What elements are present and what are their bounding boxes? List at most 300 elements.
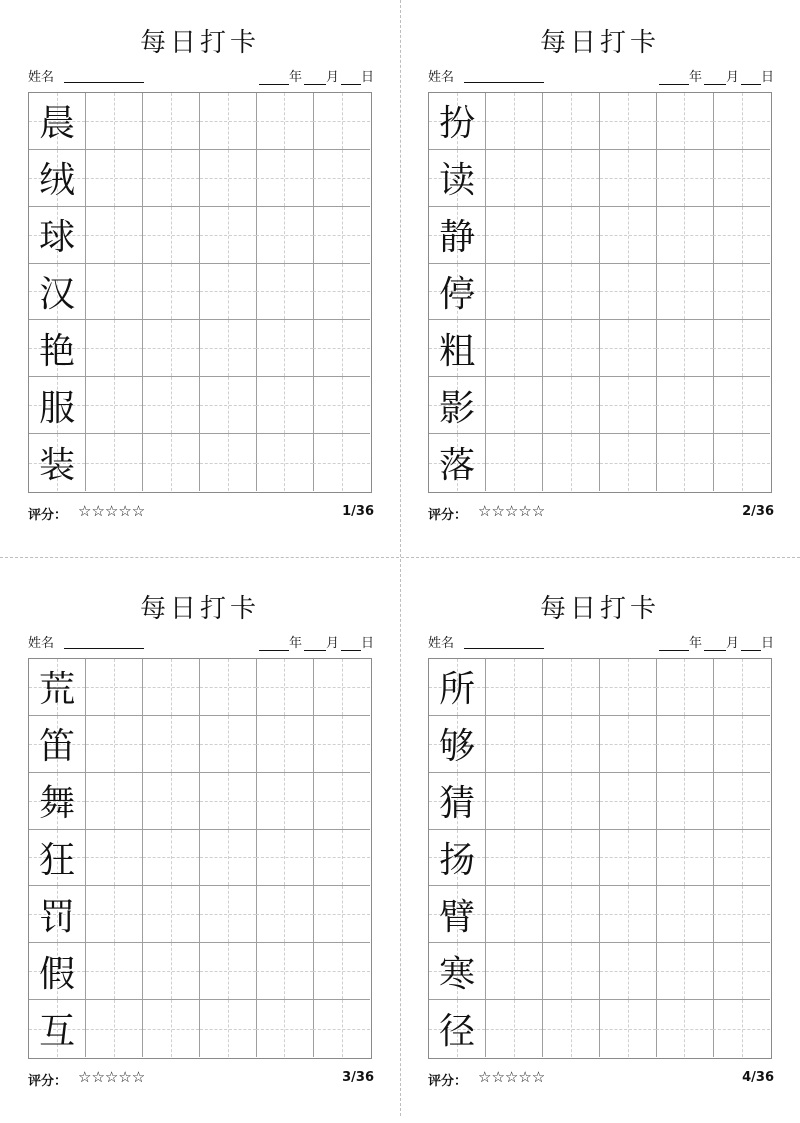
model-char-cell bbox=[429, 93, 486, 150]
practice-cell[interactable] bbox=[256, 886, 313, 943]
practice-cell[interactable] bbox=[656, 93, 713, 150]
tianzige-grid bbox=[28, 92, 372, 493]
practice-cell[interactable] bbox=[600, 150, 657, 207]
month-blank[interactable] bbox=[304, 70, 326, 85]
guide-line bbox=[656, 178, 712, 179]
practice-cell[interactable] bbox=[543, 773, 600, 830]
year-blank[interactable] bbox=[659, 636, 689, 651]
practice-cell[interactable] bbox=[86, 943, 143, 1000]
rating-stars[interactable]: ☆☆☆☆☆ bbox=[478, 1068, 546, 1086]
practice-cell[interactable] bbox=[143, 659, 200, 716]
practice-cell[interactable] bbox=[143, 93, 200, 150]
practice-cell[interactable] bbox=[713, 150, 770, 207]
practice-cell[interactable] bbox=[86, 773, 143, 830]
name-blank[interactable] bbox=[64, 82, 144, 83]
guide-line bbox=[713, 348, 770, 349]
month-label: 月 bbox=[325, 70, 339, 85]
practice-cell[interactable] bbox=[143, 716, 200, 773]
practice-cell[interactable] bbox=[256, 264, 313, 321]
practice-cell[interactable] bbox=[200, 207, 257, 264]
guide-line bbox=[200, 235, 256, 236]
tianzige-grid bbox=[28, 658, 372, 1059]
practice-cell[interactable] bbox=[600, 943, 657, 1000]
guide-line bbox=[143, 121, 199, 122]
model-character: 假 bbox=[39, 953, 76, 995]
model-character: 互 bbox=[39, 1011, 76, 1053]
sheet-title: 每日打卡 bbox=[539, 594, 660, 624]
practice-cell[interactable] bbox=[543, 830, 600, 887]
guide-line bbox=[656, 291, 712, 292]
practice-sheet bbox=[400, 0, 800, 557]
guide-line bbox=[256, 235, 312, 236]
practice-cell[interactable] bbox=[656, 830, 713, 887]
practice-cell[interactable] bbox=[713, 659, 770, 716]
grid-row bbox=[429, 1000, 771, 1057]
guide-line bbox=[486, 971, 542, 972]
practice-cell[interactable] bbox=[200, 150, 257, 207]
practice-cell[interactable] bbox=[256, 150, 313, 207]
tianzige-grid bbox=[428, 658, 772, 1059]
model-char-cell bbox=[29, 659, 86, 716]
guide-line bbox=[256, 971, 312, 972]
practice-cell[interactable] bbox=[543, 1000, 600, 1057]
grid-row bbox=[429, 264, 771, 321]
guide-line bbox=[656, 1029, 712, 1030]
model-character: 径 bbox=[439, 1011, 476, 1053]
guide-line bbox=[200, 405, 256, 406]
practice-cell[interactable] bbox=[143, 886, 200, 943]
guide-line bbox=[256, 463, 312, 464]
grid-row bbox=[429, 943, 771, 1000]
practice-cell[interactable] bbox=[600, 320, 657, 377]
grid-row bbox=[429, 207, 771, 264]
practice-cell[interactable] bbox=[256, 1000, 313, 1057]
practice-cell[interactable] bbox=[313, 716, 370, 773]
practice-cell[interactable] bbox=[486, 773, 543, 830]
guide-line bbox=[713, 121, 770, 122]
month-blank[interactable] bbox=[704, 70, 726, 85]
practice-cell[interactable] bbox=[543, 320, 600, 377]
practice-cell[interactable] bbox=[486, 207, 543, 264]
month-label: 月 bbox=[325, 636, 339, 651]
practice-cell[interactable] bbox=[713, 264, 770, 321]
name-date-row bbox=[28, 66, 374, 86]
model-character: 粗 bbox=[439, 330, 476, 372]
grid-row bbox=[429, 716, 771, 773]
practice-cell[interactable] bbox=[200, 830, 257, 887]
model-char-cell bbox=[429, 150, 486, 207]
sheet-footer bbox=[28, 1070, 374, 1090]
practice-cell[interactable] bbox=[600, 659, 657, 716]
guide-line bbox=[486, 1029, 542, 1030]
practice-cell[interactable] bbox=[143, 207, 200, 264]
practice-cell[interactable] bbox=[713, 434, 770, 491]
sheet-title: 每日打卡 bbox=[539, 28, 660, 58]
grid-row bbox=[29, 320, 371, 377]
model-character: 狂 bbox=[39, 839, 76, 881]
practice-cell[interactable] bbox=[256, 93, 313, 150]
practice-cell[interactable] bbox=[143, 943, 200, 1000]
practice-cell[interactable] bbox=[600, 377, 657, 434]
guide-line bbox=[200, 857, 256, 858]
practice-cell[interactable] bbox=[313, 377, 370, 434]
practice-cell[interactable] bbox=[313, 1000, 370, 1057]
practice-cell[interactable] bbox=[200, 434, 257, 491]
guide-line bbox=[543, 348, 599, 349]
guide-line bbox=[86, 914, 142, 915]
guide-line bbox=[543, 405, 599, 406]
practice-cell[interactable] bbox=[543, 716, 600, 773]
practice-cell[interactable] bbox=[600, 716, 657, 773]
guide-line bbox=[86, 405, 142, 406]
practice-cell[interactable] bbox=[256, 659, 313, 716]
model-character: 影 bbox=[439, 387, 476, 429]
practice-cell[interactable] bbox=[200, 1000, 257, 1057]
model-char-cell bbox=[429, 207, 486, 264]
date-field bbox=[659, 632, 774, 651]
practice-cell[interactable] bbox=[543, 264, 600, 321]
practice-cell[interactable] bbox=[600, 773, 657, 830]
practice-cell[interactable] bbox=[543, 207, 600, 264]
practice-cell[interactable] bbox=[313, 659, 370, 716]
practice-cell[interactable] bbox=[543, 943, 600, 1000]
guide-line bbox=[543, 178, 599, 179]
grid-row bbox=[29, 150, 371, 207]
practice-cell[interactable] bbox=[86, 830, 143, 887]
practice-cell[interactable] bbox=[486, 1000, 543, 1057]
practice-cell[interactable] bbox=[86, 264, 143, 321]
guide-line bbox=[656, 914, 712, 915]
practice-cell[interactable] bbox=[656, 264, 713, 321]
practice-cell[interactable] bbox=[256, 320, 313, 377]
practice-cell[interactable] bbox=[313, 264, 370, 321]
practice-cell[interactable] bbox=[486, 830, 543, 887]
guide-line bbox=[256, 121, 312, 122]
score-label: 评分： bbox=[28, 1074, 68, 1089]
practice-cell[interactable] bbox=[200, 377, 257, 434]
guide-line bbox=[543, 971, 599, 972]
practice-cell[interactable] bbox=[486, 886, 543, 943]
guide-line bbox=[86, 971, 142, 972]
practice-cell[interactable] bbox=[713, 830, 770, 887]
guide-line bbox=[313, 914, 370, 915]
year-blank[interactable] bbox=[659, 70, 689, 85]
practice-cell[interactable] bbox=[86, 93, 143, 150]
guide-line bbox=[543, 291, 599, 292]
practice-cell[interactable] bbox=[86, 150, 143, 207]
model-character: 读 bbox=[439, 160, 476, 202]
guide-line bbox=[600, 971, 656, 972]
practice-cell[interactable] bbox=[600, 886, 657, 943]
name-label: 姓名 bbox=[428, 636, 455, 651]
guide-line bbox=[143, 348, 199, 349]
score-label: 评分： bbox=[28, 508, 68, 523]
guide-line bbox=[713, 291, 770, 292]
guide-line bbox=[143, 801, 199, 802]
guide-line bbox=[313, 971, 370, 972]
rating-stars[interactable]: ☆☆☆☆☆ bbox=[478, 502, 546, 520]
model-character: 停 bbox=[439, 273, 476, 315]
practice-cell[interactable] bbox=[543, 377, 600, 434]
practice-cell[interactable] bbox=[143, 377, 200, 434]
practice-cell[interactable] bbox=[656, 659, 713, 716]
guide-line bbox=[256, 405, 312, 406]
model-char-cell bbox=[29, 93, 86, 150]
guide-line bbox=[713, 178, 770, 179]
practice-cell[interactable] bbox=[313, 434, 370, 491]
practice-cell[interactable] bbox=[600, 93, 657, 150]
model-char-cell bbox=[29, 320, 86, 377]
name-date-row bbox=[28, 632, 374, 652]
practice-cell[interactable] bbox=[86, 659, 143, 716]
practice-cell[interactable] bbox=[486, 150, 543, 207]
practice-cell[interactable] bbox=[600, 830, 657, 887]
practice-cell[interactable] bbox=[486, 264, 543, 321]
practice-cell[interactable] bbox=[256, 716, 313, 773]
guide-line bbox=[143, 687, 199, 688]
model-character: 罚 bbox=[39, 896, 76, 938]
practice-cell[interactable] bbox=[486, 943, 543, 1000]
rating-stars[interactable]: ☆☆☆☆☆ bbox=[78, 1068, 146, 1086]
guide-line bbox=[313, 687, 370, 688]
guide-line bbox=[713, 235, 770, 236]
practice-cell[interactable] bbox=[143, 264, 200, 321]
guide-line bbox=[543, 121, 599, 122]
model-char-cell bbox=[29, 377, 86, 434]
practice-cell[interactable] bbox=[86, 886, 143, 943]
practice-cell[interactable] bbox=[543, 659, 600, 716]
grid-row bbox=[29, 207, 371, 264]
practice-cell[interactable] bbox=[86, 1000, 143, 1057]
guide-line bbox=[600, 463, 656, 464]
practice-cell[interactable] bbox=[656, 716, 713, 773]
grid-row bbox=[429, 830, 771, 887]
practice-sheet bbox=[0, 566, 400, 1123]
practice-cell[interactable] bbox=[600, 264, 657, 321]
practice-cell[interactable] bbox=[200, 659, 257, 716]
guide-line bbox=[656, 348, 712, 349]
name-date-row bbox=[428, 66, 774, 86]
day-blank[interactable] bbox=[741, 636, 761, 651]
guide-line bbox=[600, 348, 656, 349]
practice-cell[interactable] bbox=[256, 830, 313, 887]
guide-line bbox=[713, 405, 770, 406]
guide-line bbox=[143, 971, 199, 972]
grid-row bbox=[29, 659, 371, 716]
practice-cell[interactable] bbox=[656, 434, 713, 491]
guide-line bbox=[256, 348, 312, 349]
guide-line bbox=[200, 291, 256, 292]
practice-cell[interactable] bbox=[86, 716, 143, 773]
practice-cell[interactable] bbox=[543, 93, 600, 150]
guide-line bbox=[86, 463, 142, 464]
year-label: 年 bbox=[288, 70, 302, 85]
model-character: 所 bbox=[439, 669, 476, 711]
guide-line bbox=[143, 1029, 199, 1030]
practice-cell[interactable] bbox=[200, 943, 257, 1000]
practice-cell[interactable] bbox=[600, 207, 657, 264]
day-blank[interactable] bbox=[741, 70, 761, 85]
guide-line bbox=[313, 405, 370, 406]
practice-cell[interactable] bbox=[656, 1000, 713, 1057]
guide-line bbox=[313, 291, 370, 292]
model-character: 寒 bbox=[439, 953, 476, 995]
practice-cell[interactable] bbox=[486, 659, 543, 716]
practice-cell[interactable] bbox=[713, 377, 770, 434]
guide-line bbox=[543, 463, 599, 464]
practice-cell[interactable] bbox=[200, 264, 257, 321]
practice-cell[interactable] bbox=[86, 320, 143, 377]
practice-cell[interactable] bbox=[543, 886, 600, 943]
guide-line bbox=[200, 1029, 256, 1030]
practice-cell[interactable] bbox=[543, 150, 600, 207]
day-blank[interactable] bbox=[341, 70, 361, 85]
day-label: 日 bbox=[360, 636, 374, 651]
month-blank[interactable] bbox=[304, 636, 326, 651]
name-blank[interactable] bbox=[64, 648, 144, 649]
practice-cell[interactable] bbox=[313, 830, 370, 887]
practice-cell[interactable] bbox=[486, 434, 543, 491]
grid-row bbox=[429, 659, 771, 716]
guide-line bbox=[713, 1029, 770, 1030]
tianzige-grid bbox=[428, 92, 772, 493]
guide-line bbox=[256, 914, 312, 915]
practice-cell[interactable] bbox=[656, 207, 713, 264]
practice-cell[interactable] bbox=[713, 716, 770, 773]
practice-cell[interactable] bbox=[713, 1000, 770, 1057]
guide-line bbox=[600, 857, 656, 858]
practice-cell[interactable] bbox=[313, 150, 370, 207]
guide-line bbox=[486, 687, 542, 688]
guide-line bbox=[656, 801, 712, 802]
grid-row bbox=[29, 773, 371, 830]
model-character: 舞 bbox=[39, 783, 76, 825]
practice-cell[interactable] bbox=[486, 93, 543, 150]
practice-cell[interactable] bbox=[200, 886, 257, 943]
guide-line bbox=[86, 687, 142, 688]
practice-cell[interactable] bbox=[256, 377, 313, 434]
guide-line bbox=[600, 744, 656, 745]
practice-cell[interactable] bbox=[200, 320, 257, 377]
practice-cell[interactable] bbox=[313, 93, 370, 150]
practice-cell[interactable] bbox=[200, 773, 257, 830]
practice-cell[interactable] bbox=[713, 207, 770, 264]
year-blank[interactable] bbox=[259, 70, 289, 85]
practice-cell[interactable] bbox=[256, 943, 313, 1000]
guide-line bbox=[256, 687, 312, 688]
grid-row bbox=[429, 93, 771, 150]
guide-line bbox=[256, 1029, 312, 1030]
practice-cell[interactable] bbox=[656, 886, 713, 943]
guide-line bbox=[86, 348, 142, 349]
grid-row bbox=[429, 434, 771, 491]
year-blank[interactable] bbox=[259, 636, 289, 651]
practice-cell[interactable] bbox=[656, 320, 713, 377]
grid-row bbox=[29, 716, 371, 773]
guide-line bbox=[600, 178, 656, 179]
practice-cell[interactable] bbox=[713, 93, 770, 150]
practice-cell[interactable] bbox=[313, 943, 370, 1000]
practice-cell[interactable] bbox=[656, 377, 713, 434]
grid-row bbox=[429, 150, 771, 207]
practice-cell[interactable] bbox=[143, 150, 200, 207]
practice-cell[interactable] bbox=[656, 943, 713, 1000]
practice-cell[interactable] bbox=[143, 830, 200, 887]
guide-line bbox=[86, 801, 142, 802]
practice-cell[interactable] bbox=[256, 434, 313, 491]
model-char-cell bbox=[29, 886, 86, 943]
guide-line bbox=[486, 801, 542, 802]
practice-cell[interactable] bbox=[656, 150, 713, 207]
page-number: 4/36 bbox=[742, 1070, 774, 1085]
grid-row bbox=[29, 93, 371, 150]
guide-line bbox=[200, 463, 256, 464]
practice-cell[interactable] bbox=[143, 773, 200, 830]
practice-cell[interactable] bbox=[713, 320, 770, 377]
practice-cell[interactable] bbox=[256, 207, 313, 264]
practice-cell[interactable] bbox=[486, 320, 543, 377]
practice-cell[interactable] bbox=[600, 1000, 657, 1057]
month-blank[interactable] bbox=[704, 636, 726, 651]
practice-cell[interactable] bbox=[200, 93, 257, 150]
guide-line bbox=[313, 463, 370, 464]
grid-row bbox=[29, 434, 371, 491]
model-character: 扮 bbox=[439, 103, 476, 145]
practice-cell[interactable] bbox=[656, 773, 713, 830]
practice-cell[interactable] bbox=[486, 377, 543, 434]
model-char-cell bbox=[429, 716, 486, 773]
guide-line bbox=[656, 235, 712, 236]
practice-cell[interactable] bbox=[713, 773, 770, 830]
practice-cell[interactable] bbox=[143, 320, 200, 377]
name-date-row bbox=[428, 632, 774, 652]
rating-stars[interactable]: ☆☆☆☆☆ bbox=[78, 502, 146, 520]
practice-cell[interactable] bbox=[713, 886, 770, 943]
practice-cell[interactable] bbox=[313, 773, 370, 830]
name-blank[interactable] bbox=[464, 82, 544, 83]
guide-line bbox=[313, 1029, 370, 1030]
practice-cell[interactable] bbox=[313, 320, 370, 377]
guide-line bbox=[256, 857, 312, 858]
practice-cell[interactable] bbox=[86, 434, 143, 491]
practice-cell[interactable] bbox=[600, 434, 657, 491]
practice-cell[interactable] bbox=[143, 1000, 200, 1057]
model-char-cell bbox=[29, 830, 86, 887]
guide-line bbox=[543, 687, 599, 688]
guide-line bbox=[543, 744, 599, 745]
practice-cell[interactable] bbox=[713, 943, 770, 1000]
guide-line bbox=[313, 744, 370, 745]
practice-cell[interactable] bbox=[313, 886, 370, 943]
name-blank[interactable] bbox=[464, 648, 544, 649]
guide-line bbox=[600, 405, 656, 406]
guide-line bbox=[200, 178, 256, 179]
practice-cell[interactable] bbox=[543, 434, 600, 491]
model-character: 服 bbox=[39, 387, 76, 429]
practice-cell[interactable] bbox=[143, 434, 200, 491]
guide-line bbox=[486, 857, 542, 858]
practice-cell[interactable] bbox=[486, 716, 543, 773]
day-label: 日 bbox=[760, 70, 774, 85]
guide-line bbox=[86, 857, 142, 858]
practice-cell[interactable] bbox=[256, 773, 313, 830]
practice-cell[interactable] bbox=[86, 207, 143, 264]
day-blank[interactable] bbox=[341, 636, 361, 651]
practice-cell[interactable] bbox=[313, 207, 370, 264]
practice-cell[interactable] bbox=[86, 377, 143, 434]
practice-cell[interactable] bbox=[200, 716, 257, 773]
guide-line bbox=[256, 178, 312, 179]
